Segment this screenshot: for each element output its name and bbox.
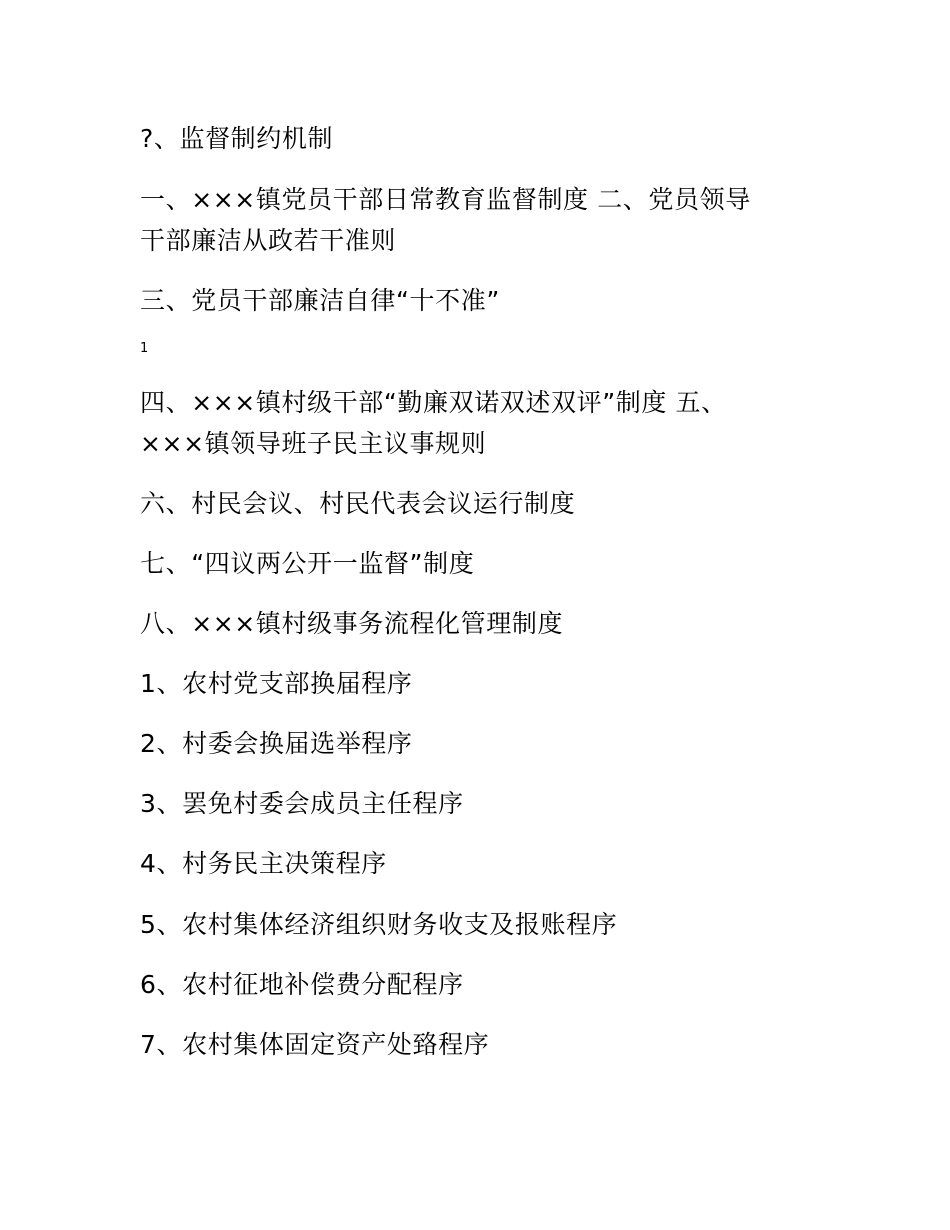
list-item-7: 七、“四议两公开一监督”制度: [140, 549, 475, 578]
sub-item-7: 7、农村集体固定资产处臵程序: [140, 1030, 490, 1059]
list-item-4-5: 四、×××镇村级干部“勤廉双诺双述双评”制度 五、: [140, 388, 727, 417]
sub-item-2: 2、村委会换届选举程序: [140, 729, 413, 758]
sub-item-3: 3、罢免村委会成员主任程序: [140, 789, 464, 818]
list-item-8: 八、×××镇村级事务流程化管理制度: [140, 609, 564, 638]
sub-item-4: 4、村务民主决策程序: [140, 849, 387, 878]
sub-item-1: 1、农村党支部换届程序: [140, 669, 413, 698]
list-item-3: 三、党员干部廉洁自律“十不准”: [140, 286, 500, 315]
section-heading: ?、监督制约机制: [140, 124, 334, 153]
list-item-6: 六、村民会议、村民代表会议运行制度: [140, 489, 576, 518]
sub-item-5: 5、农村集体经济组织财务收支及报账程序: [140, 910, 618, 939]
list-item-1-2: 一、×××镇党员干部日常教育监督制度 二、党员领导: [140, 185, 751, 214]
sub-item-6: 6、农村征地补偿费分配程序: [140, 970, 464, 999]
list-item-5-cont: ×××镇领导班子民主议事规则: [140, 429, 487, 458]
list-item-2-cont: 干部廉洁从政若干准则: [140, 226, 397, 255]
page-number: 1: [140, 341, 149, 356]
